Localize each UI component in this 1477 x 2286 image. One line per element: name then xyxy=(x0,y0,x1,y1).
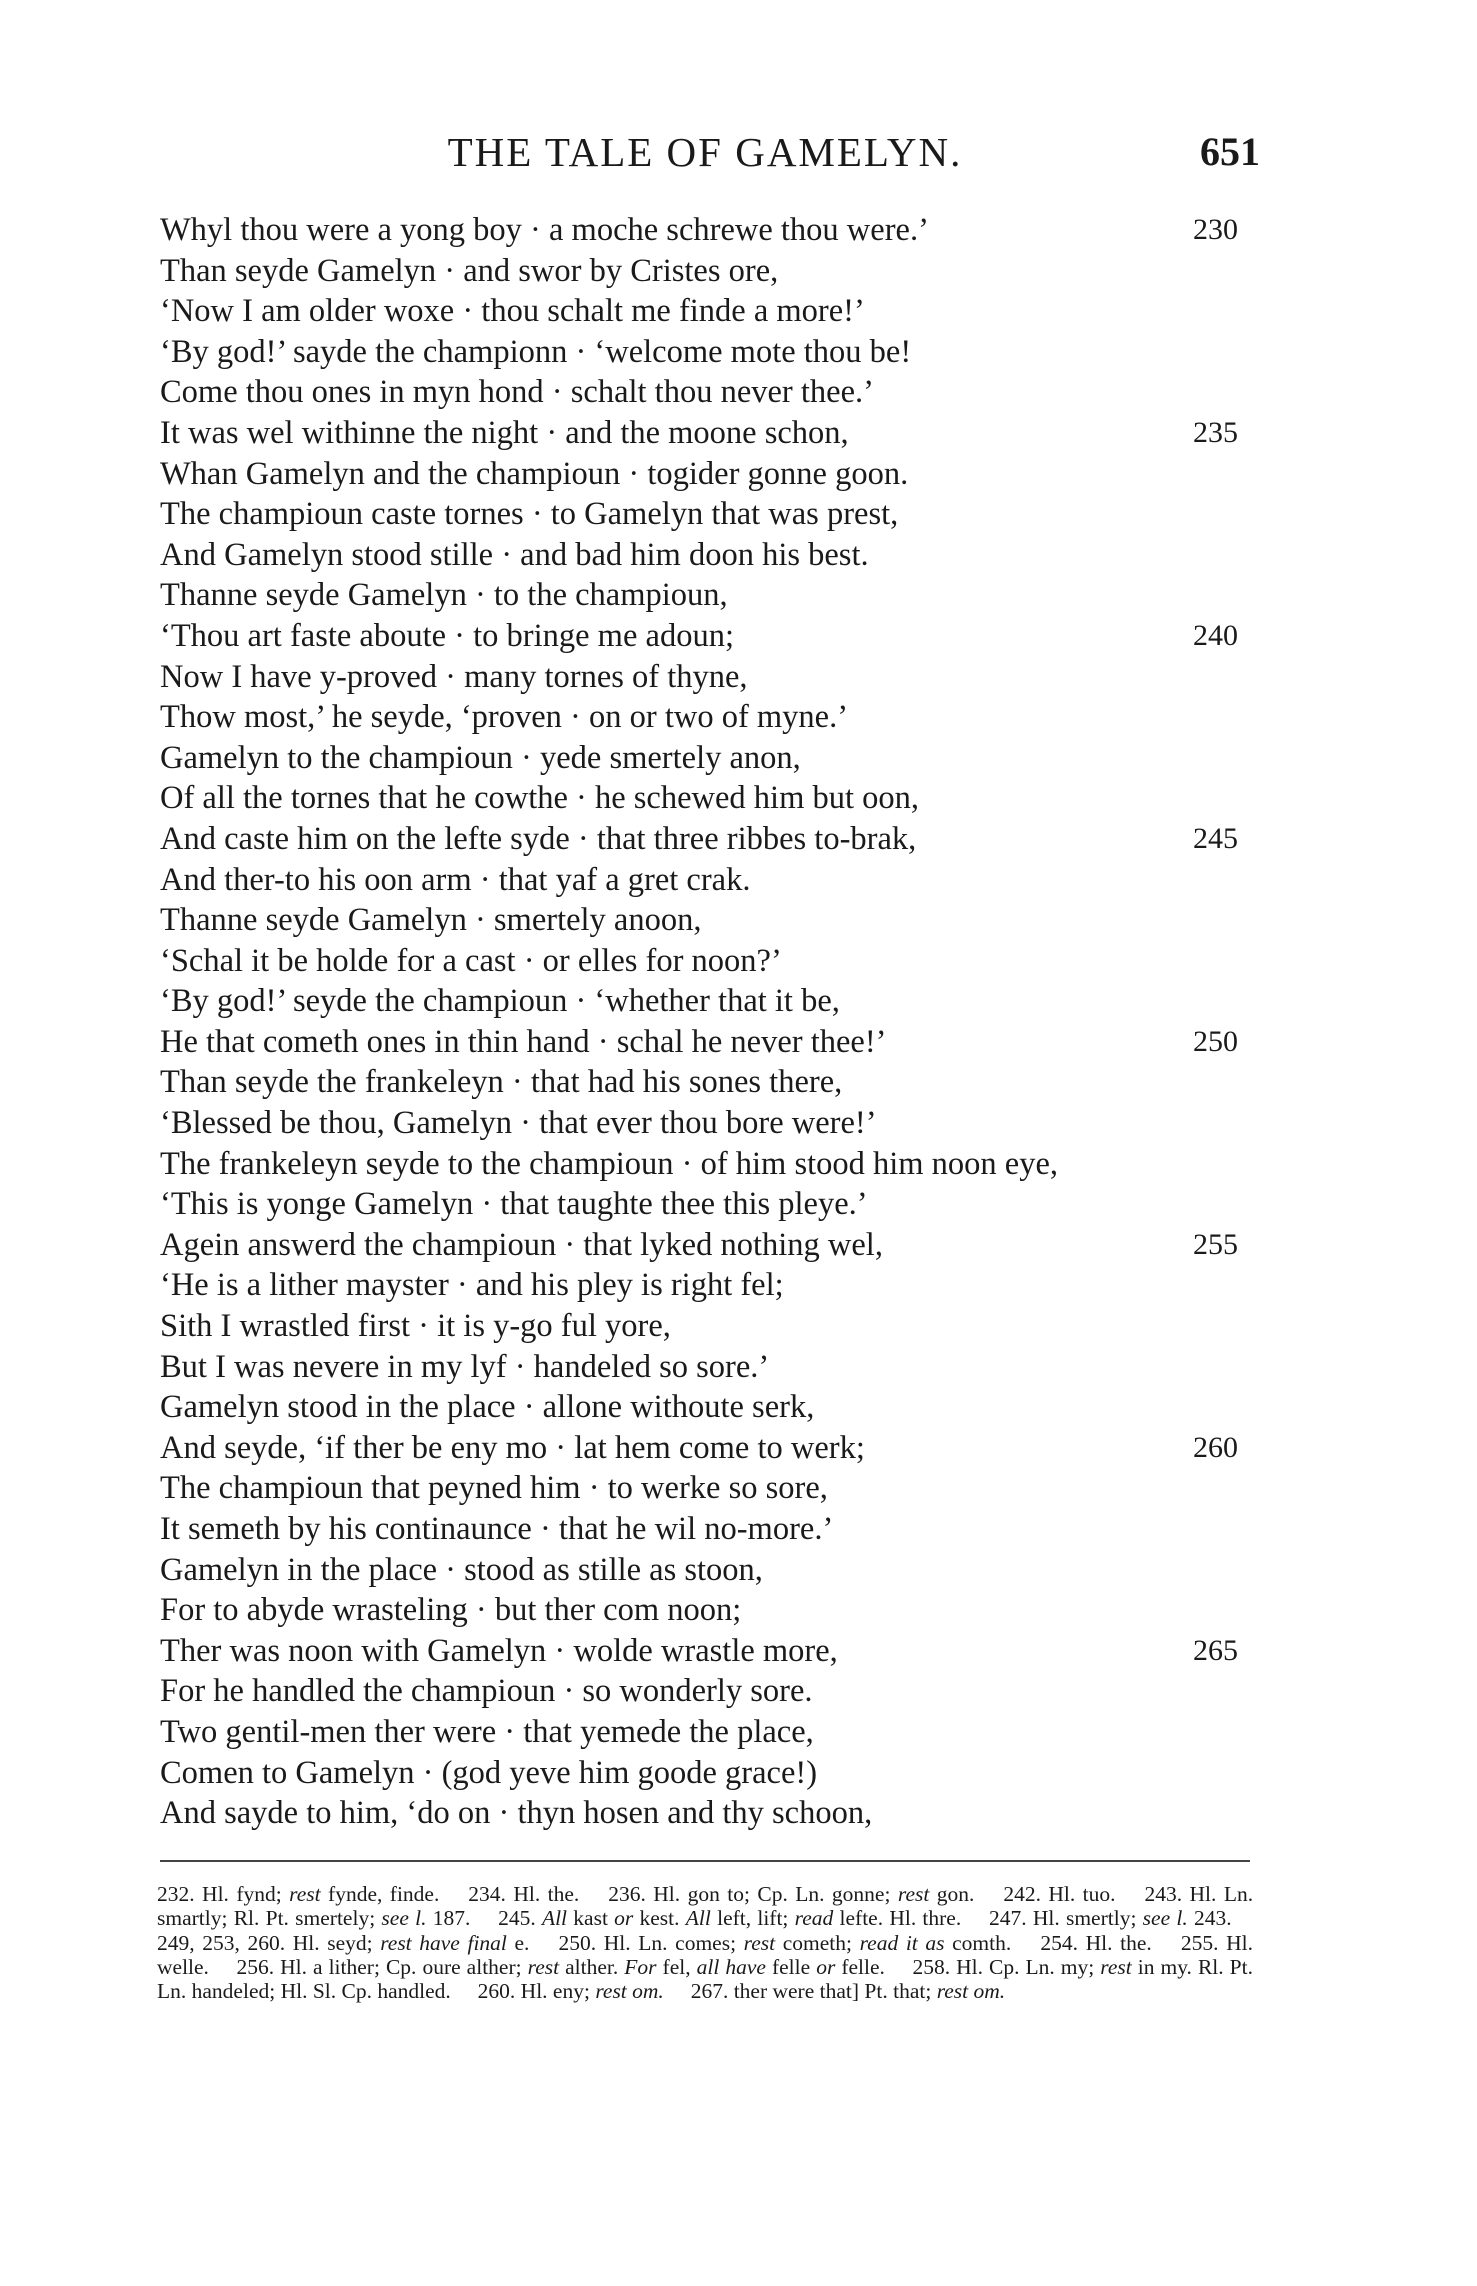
footnote-text: fel, xyxy=(656,1954,697,1979)
verse-line-text: He that cometh ones in thin hand · schal he never thee!’ xyxy=(160,1023,887,1060)
verse-line xyxy=(160,1550,1270,1591)
verse-line xyxy=(160,1387,1270,1428)
verse-line-text: The champioun that peyned him · to werke so sore, xyxy=(160,1470,828,1507)
verse-line xyxy=(160,1347,1270,1388)
verse-line xyxy=(160,1306,1270,1347)
footnote-italic-text: or xyxy=(816,1954,836,1979)
footnote-italic-text: see l. xyxy=(381,1906,427,1931)
footnote-italic-text: rest xyxy=(527,1954,560,1979)
verse-line xyxy=(160,1428,1270,1469)
verse-line xyxy=(160,941,1270,982)
verse-line xyxy=(160,1509,1270,1550)
verse-line xyxy=(160,616,1270,657)
verse-line xyxy=(160,1590,1270,1631)
footnote-text: lefte. Hl. thre. xyxy=(833,1906,962,1931)
footnote xyxy=(157,1931,529,1955)
footnote-text: 250. Hl. Ln. comes; xyxy=(558,1930,744,1955)
footnote-text: e. xyxy=(506,1930,530,1955)
verse-line-text: Gamelyn to the champioun · yede smertely anon, xyxy=(160,739,801,776)
line-number: 265 xyxy=(1193,1633,1238,1667)
verse-line-text: ‘Thou art faste aboute · to bringe me adoun; xyxy=(160,617,734,654)
footnote xyxy=(468,1882,579,1906)
verse-line-text: Two gentil-men ther were · that yemede the place, xyxy=(160,1713,814,1750)
footnote-text: 232. Hl. fynd; xyxy=(157,1882,290,1906)
verse-line-text: And ther-to his oon arm · that yaf a gret crak. xyxy=(160,861,751,898)
verse-line xyxy=(160,535,1270,576)
footnote-text: 255. Hl. welle. xyxy=(157,1930,1253,1979)
verse-line-text: Agein answerd the champioun · that lyked nothing wel, xyxy=(160,1226,883,1263)
verse-line xyxy=(160,1062,1270,1103)
verse-line xyxy=(160,332,1270,373)
verse-line xyxy=(160,819,1270,860)
footnote-italic-text: rest om. xyxy=(936,1979,1006,2004)
footnote-italic-text: rest xyxy=(1100,1954,1132,1979)
verse-line xyxy=(160,291,1270,332)
footnote-text: 260. Hl. eny; xyxy=(477,1979,596,2004)
line-number: 245 xyxy=(1193,821,1238,855)
footnote-text: alther. xyxy=(559,1954,625,1979)
verse-line xyxy=(160,860,1270,901)
footnote-italic-text: For xyxy=(624,1954,657,1979)
footnote xyxy=(608,1882,974,1906)
footnotes xyxy=(157,1882,1253,2003)
footnote-text: fynde, finde. xyxy=(320,1882,440,1906)
footnote xyxy=(1040,1931,1151,1955)
footnote xyxy=(498,1906,961,1930)
line-number: 255 xyxy=(1193,1227,1238,1261)
verse-line-text: But I was nevere in my lyf · handeled so sore.’ xyxy=(160,1348,770,1385)
verse-line-text: It semeth by his continaunce · that he wil no-more.’ xyxy=(160,1511,834,1547)
verse-line xyxy=(160,1793,1270,1834)
verse-line-text: ‘Blessed be thou, Gamelyn · that ever thou bore were!’ xyxy=(160,1105,877,1142)
verse-line-text: ‘Now I am older woxe · thou schalt me finde a more!’ xyxy=(160,293,865,330)
verse-line xyxy=(160,251,1270,292)
verse-line-text: Gamelyn in the place · stood as stille as stoon, xyxy=(160,1551,763,1588)
footnote-text: kest. xyxy=(633,1906,686,1931)
footnote xyxy=(559,1931,1012,1955)
line-number: 230 xyxy=(1193,213,1238,246)
verse-line-text: Than seyde the frankeleyn · that had his sones there, xyxy=(160,1064,843,1101)
footnote-italic-text: rest xyxy=(289,1882,321,1906)
verse-line xyxy=(160,778,1270,819)
footnote xyxy=(989,1906,1232,1930)
verse-line xyxy=(160,1225,1270,1266)
footnote-text: 254. Hl. the. xyxy=(1040,1930,1152,1955)
footnote-italic-text: rest xyxy=(743,1930,776,1955)
footnote-italic-text: all have xyxy=(696,1954,766,1979)
footnote-text: 245. xyxy=(498,1906,542,1931)
footnote-italic-text: All xyxy=(685,1906,711,1931)
verse-line xyxy=(160,1184,1270,1225)
verse-line xyxy=(160,1631,1270,1672)
verse-line-text: For he handled the champioun · so wonderly sore. xyxy=(160,1673,813,1710)
verse-line-text: The champioun caste tornes · to Gamelyn that was prest, xyxy=(160,496,899,533)
footnote-text: 242. Hl. tuo. xyxy=(1003,1882,1116,1906)
footnote-text: in my. Rl. Pt. Ln. handeled; Hl. Sl. Cp. handled. xyxy=(157,1954,1253,2004)
verse-line-text: Whyl thou were a yong boy · a moche schrewe thou were.’ xyxy=(160,212,929,248)
verse-line xyxy=(160,900,1270,941)
footnote xyxy=(236,1955,884,1979)
verse-line-text: ‘This is yonge Gamelyn · that taughte thee this pleye.’ xyxy=(160,1186,868,1223)
footnote-italic-text: All xyxy=(541,1906,568,1931)
verse-line-text: For to abyde wrasteling · but ther com noon; xyxy=(160,1592,742,1629)
verse-line xyxy=(160,657,1270,698)
footnote-text: 243. Hl. Ln. smartly; Rl. Pt. smertely; xyxy=(157,1882,1254,1931)
footnote-text: 258. Hl. Cp. Ln. my; xyxy=(912,1954,1101,1979)
page-number: 651 xyxy=(1200,129,1260,174)
verse-line-text: Come thou ones in myn hond · schalt thou never thee.’ xyxy=(160,374,874,411)
footnote-italic-text: read it as xyxy=(859,1930,945,1955)
footnote-text: 256. Hl. a lither; Cp. oure alther; xyxy=(236,1954,528,1979)
verse-line-text: ‘By god!’ sayde the championn · ‘welcome mote thou be! xyxy=(160,333,912,370)
verse-line xyxy=(160,210,1270,251)
verse-line-text: And caste him on the lefte syde · that three ribbes to-brak, xyxy=(160,820,917,857)
verse-line xyxy=(160,738,1270,779)
footnote-text: 247. Hl. smertly; xyxy=(988,1906,1143,1931)
verse-line xyxy=(160,697,1270,738)
verse-line-text: Than seyde Gamelyn · and swor by Cristes ore, xyxy=(160,252,779,289)
footnote-italic-text: read xyxy=(794,1906,834,1931)
verse-line xyxy=(160,1103,1270,1144)
verse-line-text: ‘Schal it be holde for a cast · or elles for noon?’ xyxy=(160,942,782,979)
footnote-text: left, lift; xyxy=(710,1906,795,1931)
verse-line-text: Comen to Gamelyn · (god yeve him goode grace!) xyxy=(160,1754,818,1791)
verse-line-text: Gamelyn stood in the place · allone withoute serk, xyxy=(160,1389,815,1426)
verse-line xyxy=(160,1753,1270,1794)
verse-line xyxy=(160,1144,1270,1185)
verse-line-text: And Gamelyn stood stille · and bad him doon his best. xyxy=(160,536,869,573)
footnote-divider xyxy=(160,1860,1250,1862)
verse-line xyxy=(160,454,1270,495)
footnote-text: felle. xyxy=(835,1954,885,1979)
footnote xyxy=(157,1882,439,1906)
page-header xyxy=(150,128,1260,188)
verse-line-text: Ther was noon with Gamelyn · wolde wrastle more, xyxy=(160,1632,838,1669)
verse-line-text: ‘By god!’ seyde the champioun · ‘whether that it be, xyxy=(160,983,840,1020)
running-title: THE TALE OF GAMELYN. xyxy=(447,129,963,175)
footnote-text: 234. Hl. the. xyxy=(468,1882,580,1906)
line-number: 250 xyxy=(1193,1024,1238,1058)
footnote xyxy=(691,1979,1005,2003)
footnote-italic-text: rest have final xyxy=(380,1930,507,1955)
verse-line xyxy=(160,413,1270,454)
verse-line xyxy=(160,372,1270,413)
verse-line-text: Thanne seyde Gamelyn · to the champioun, xyxy=(160,577,728,614)
line-number: 240 xyxy=(1193,618,1238,652)
verse-line xyxy=(160,494,1270,535)
verse-line xyxy=(160,1712,1270,1753)
footnote-italic-text: rest xyxy=(897,1882,930,1906)
verse-line-text: Whan Gamelyn and the champioun · togider gonne goon. xyxy=(160,455,909,492)
footnote-text: 249, 253, 260. Hl. seyd; xyxy=(157,1930,381,1955)
verse-line-text: Thanne seyde Gamelyn · smertely anoon, xyxy=(160,902,702,939)
footnote xyxy=(478,1979,664,2003)
verse-line-text: The frankeleyn seyde to the champioun · of him stood him noon eye, xyxy=(160,1145,1059,1182)
footnote-italic-text: or xyxy=(614,1906,634,1931)
verse-line-text: ‘He is a lither mayster · and his pley is right fel; xyxy=(160,1267,784,1304)
verse-line xyxy=(160,1468,1270,1509)
verse-line-text: It was wel withinne the night · and the moone schon, xyxy=(160,414,849,451)
footnote-text: 236. Hl. gon to; Cp. Ln. gonne; xyxy=(608,1882,898,1906)
footnote-text: cometh; xyxy=(775,1930,860,1955)
footnote-italic-text: see l. xyxy=(1142,1906,1188,1931)
footnote-text: 243. xyxy=(1187,1906,1232,1931)
verse-line-text: Of all the tornes that he cowthe · he schewed him but oon, xyxy=(160,780,920,817)
footnote-text: 267. ther were that] Pt. that; xyxy=(690,1979,937,2004)
footnote-text: kast xyxy=(567,1906,615,1931)
verse-line-text: Now I have y-proved · many tornes of thyne, xyxy=(160,658,748,695)
line-number: 235 xyxy=(1193,415,1238,449)
footnote-text: gon. xyxy=(929,1882,975,1906)
verse-line-text: Sith I wrastled first · it is y-go ful yore, xyxy=(160,1308,671,1345)
verse-line xyxy=(160,1671,1270,1712)
verse-line xyxy=(160,1265,1270,1306)
footnote-text: 187. xyxy=(426,1906,471,1931)
footnote-text: comth. xyxy=(944,1930,1012,1955)
verse-line xyxy=(160,1022,1270,1063)
verse-line xyxy=(160,575,1270,616)
footnote-text: felle xyxy=(765,1954,817,1979)
footnote-italic-text: rest om. xyxy=(595,1979,664,2004)
verse-line-text: And sayde to him, ‘do on · thyn hosen and thy schoon, xyxy=(160,1795,873,1832)
verse-line-text: Thow most,’ he seyde, ‘proven · on or two of myne.’ xyxy=(160,699,849,736)
verse-line-text: And seyde, ‘if ther be eny mo · lat hem come to werk; xyxy=(160,1429,865,1466)
poem-text xyxy=(160,210,1270,1834)
line-number: 260 xyxy=(1193,1430,1238,1464)
verse-line xyxy=(160,981,1270,1022)
footnote xyxy=(1003,1882,1115,1906)
